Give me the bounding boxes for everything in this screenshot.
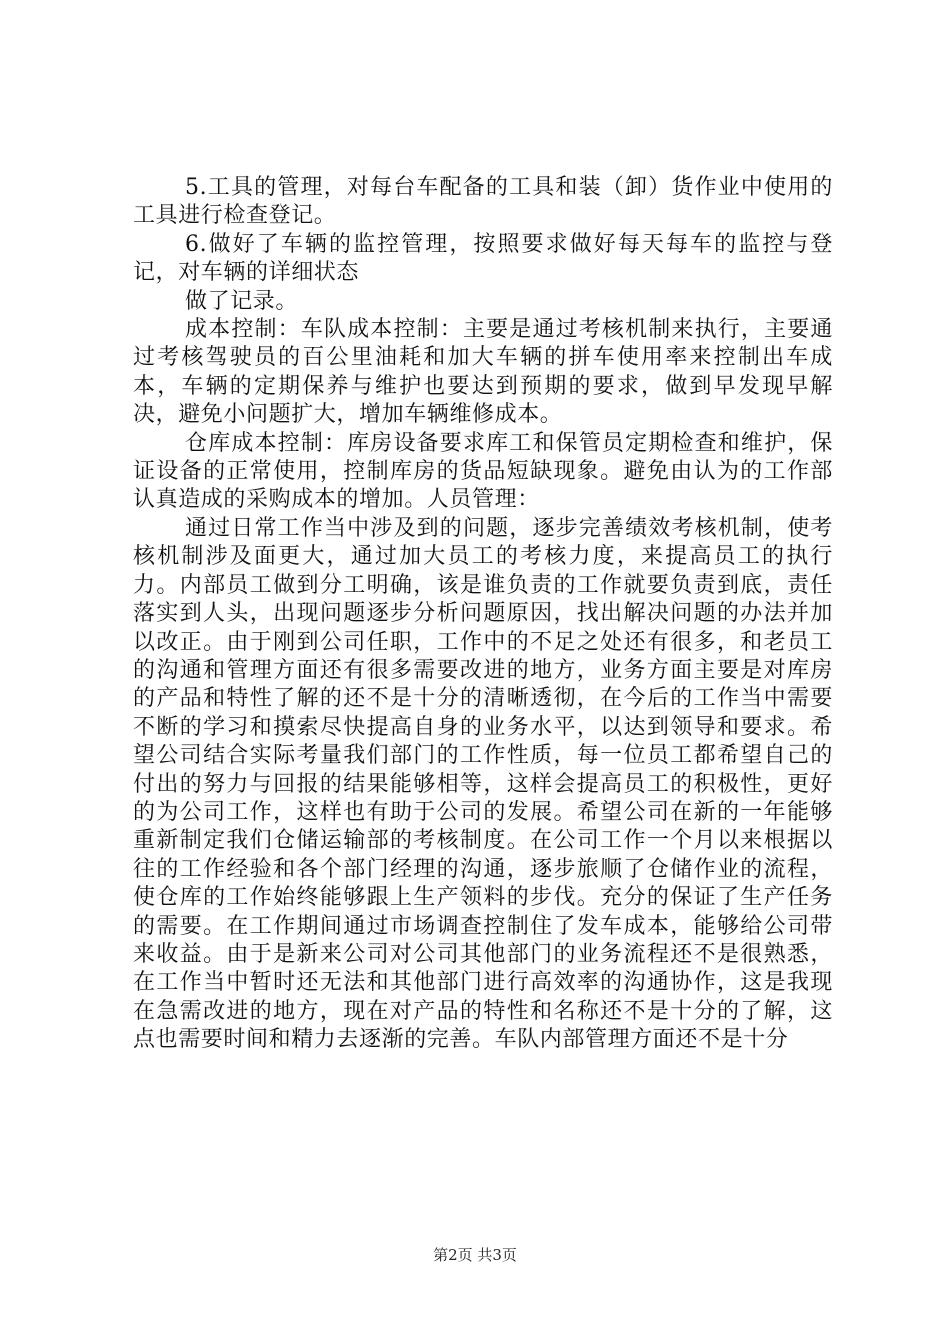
paragraph-record-note: 做了记录。: [185, 288, 299, 314]
paragraph-fleet-cost-control: 成本控制：车队成本控制：主要是通过考核机制来执行，主要通过考核驾驶员的百公里油耗和加大车辆的拼车使用率来控制出车成本，车辆的定期保养与维护也要达到预期的要求，做到早发现早解决，避免小问题扩大，增加车辆维修成本。: [133, 317, 833, 428]
paragraph-personnel-management: 通过日常工作当中涉及到的问题，逐步完善绩效考核机制，使考核机制涉及面更大，通过加大员工的考核力度，来提高员工的执行力。内部员工做到分工明确，该是谁负责的工作就要负责到底，责任落实到人头，出现问题逐步分析问题原因，找出解决问题的办法并加以改正。由于刚到公司任职，工作中的不足之处还有很多，和老员工的沟通和管理方面还有很多需要改进的地方，业务方面主要是对库房的产品和特性了解的还不是十分的清晰透彻，在今后的工作当中需要不断的学习和摸索尽快提高自身的业务水平，以达到领导和要求。希望公司结合实际考量我们部门的工作性质，每一位员工都希望自己的付出的努力与回报的结果能够相等，这样会提高员工的积极性，更好的为公司工作，这样也有助于公司的发展。希望公司在新的一年能够重新制定我们仓储运输部的考核制度。在公司工作一个月以来根据以往的工作经验和各个部门经理的沟通，逐步旅顺了仓储作业的流程，使仓库的工作始终能够跟上生产领料的步伐。充分的保证了生产任务的需要。在工作期间通过市场调查控制住了发车成本，能够给公司带来收益。由于是新来公司对公司其他部门的业务流程还不是很熟悉，在工作当中暂时还无法和其他部门进行高效率的沟通协作，这是我现在急需改进的地方，现在对产品的特性和名称还不是十分的了解，这点也需要时间和精力去逐渐的完善。车队内部管理方面还不是十分: [133, 515, 833, 1053]
paragraph-warehouse-cost-control: 仓库成本控制：库房设备要求库工和保管员定期检查和维护，保证设备的正常使用，控制库房的货品短缺现象。避免由认为的工作部认真造成的采购成本的增加。人员管理：: [133, 430, 833, 513]
document-body: [133, 174, 833, 1055]
paragraph-vehicle-monitoring: 6.做好了车辆的监控管理，按照要求做好每天每车的监控与登记，对车辆的详细状态: [133, 231, 833, 286]
page-footer: 第2页 共3页: [433, 1246, 517, 1264]
paragraph-tool-management: 5.工具的管理，对每台车配备的工具和装（卸）货作业中使用的工具进行检查登记。: [133, 175, 833, 229]
